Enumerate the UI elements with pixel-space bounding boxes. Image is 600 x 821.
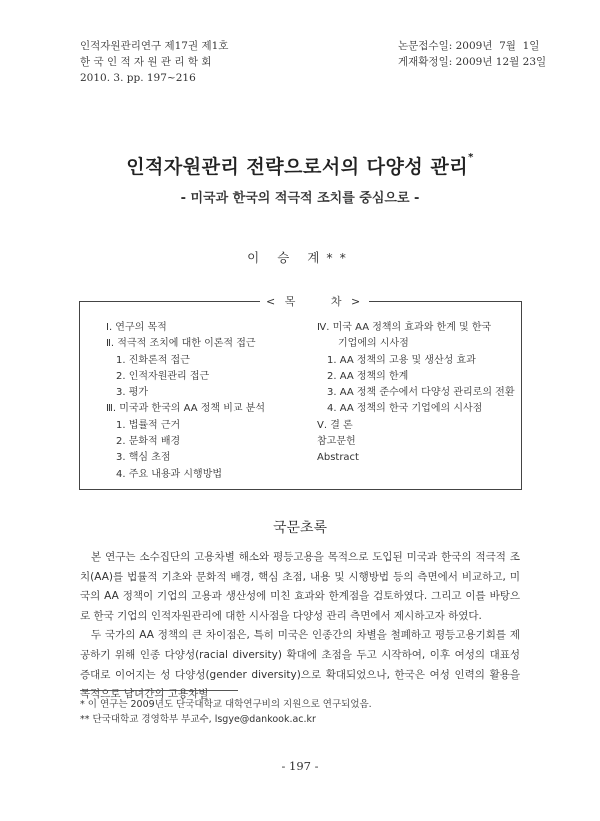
journal-name: 인적자원관리연구 제17권 제1호 [80,40,229,52]
abstract-body [80,548,520,705]
footnotes [80,697,372,727]
header-left [80,38,228,86]
toc-item: Ⅳ. 미국 AA 정책의 효과와 한계 및 한국 [317,322,492,333]
society-name: 한 국 인 적 자 원 관 리 학 회 [80,56,212,68]
author-name: 이 승 계** [247,250,353,265]
received-date: 논문접수일: 2009년 7월 1일 [398,40,540,52]
page-number: - 197 - [281,759,319,773]
toc-item: 3. AA 정책 준수에서 다양성 관리로의 전환 [327,387,515,399]
footnote-funding: * 이 연구는 2009년도 단국대학교 대학연구비의 지원으로 연구되었음. [80,699,372,710]
paper-subtitle: - 미국과 한국의 적극적 조치를 중심으로 - [180,191,420,206]
toc-item: 1. 진화론적 접근 [116,354,190,366]
toc-item: 참고문헌 [317,436,356,448]
title-text: 인적자원관리 전략으로서의 다양성 관리 [126,156,469,178]
issue-info: 2010. 3. pp. 197~216 [80,72,196,84]
toc-item: 3. 핵심 초점 [116,452,171,464]
toc-item: 기업에의 시사점 [338,338,409,350]
toc-item: 4. 주요 내용과 시행방법 [116,468,223,480]
toc-item: Ⅴ. 결 론 [317,419,353,431]
toc-left-column [106,320,265,483]
paper-title [0,152,600,179]
toc-item: Ⅰ. 연구의 목적 [106,322,167,333]
toc-item: 2. 문화적 배경 [116,436,181,448]
footnote-author: ** 단국대학교 경영학부 부교수, lsgye@dankook.ac.kr [80,714,316,725]
toc-right-column [317,320,514,467]
title-footnote-mark: * [468,152,474,163]
abstract-paragraph: 본 연구는 소수집단의 고용차별 해소와 평등고용을 목적으로 도입된 미국과 한국의 적극적 조치(AA)를 법률적 기초와 문화적 배경, 핵심 초점, 내용 및 시행방법 등의 측면에서 비교하고, 미국의 AA 정책이 기업의 고용과 생산성에 미친 효과와 한계점을 검토하였다. 그리고 이를 바탕으로 한국 기업의 인적자원관리에 대한 시사점을 다양성 관리 측면에서 제시하고자 하였다. [80,551,520,622]
footnote-divider [80,690,238,691]
header-right [398,38,546,70]
toc-item: 4. AA 정책의 한국 기업에의 시사점 [327,403,483,415]
accepted-date: 게재확정일: 2009년 12월 23일 [398,56,547,68]
toc-item: Ⅱ. 적극적 조치에 대한 이론적 접근 [106,338,256,350]
toc-item: Abstract [317,452,359,464]
abstract-paragraph: 두 국가의 AA 정책의 큰 차이점은, 특히 미국은 인종간의 차별을 철폐하고 평등고용기회를 제공하기 위해 인종 다양성(racial diversity) 확대에 초점을 두고 시작하여, 이후 여성의 대표성 증대로 이어지는 성 다양성(gender diversity)으로 확대되었으나, 한국은 여성 인력의 활용을 목적으로 남녀간의 고용차별 [80,629,520,701]
abstract-title: 국문초록 [272,520,328,536]
toc-heading: < 목 차 > [260,293,369,309]
toc-item: 1. 법률적 근거 [116,419,181,431]
toc-item: Ⅲ. 미국과 한국의 AA 정책 비교 분석 [106,403,266,415]
toc-item: 2. AA 정책의 한계 [327,370,409,382]
toc-item: 1. AA 정책의 고용 및 생산성 효과 [327,354,476,366]
toc-item: 3. 평가 [116,387,149,399]
toc-item: 2. 인적자원관리 접근 [116,370,210,382]
